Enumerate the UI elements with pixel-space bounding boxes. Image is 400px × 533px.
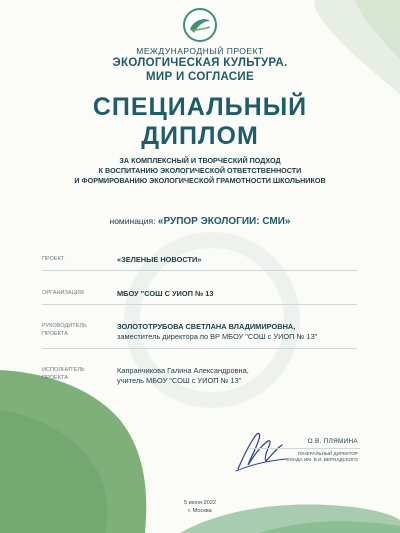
signatory bbox=[228, 438, 358, 463]
divider bbox=[42, 304, 357, 305]
field-executor-position: учитель МБОУ "СОШ с УИОП № 13" bbox=[117, 376, 242, 385]
issue-city: г. Москва bbox=[188, 508, 212, 514]
issue-date-place bbox=[160, 499, 240, 515]
divider bbox=[42, 270, 357, 271]
nomination bbox=[0, 216, 400, 227]
field-leader-label: РУКОВОДИТЕЛЬ ПРОЕКТА bbox=[42, 323, 87, 337]
field-executor-name: Капранчикова Галина Александровна, bbox=[117, 366, 249, 375]
eco-logo-icon bbox=[182, 7, 218, 43]
diploma-description: ЗА КОМПЛЕКСНЫЙ И ТВОРЧЕСКИЙ ПОДХОД К ВОСПИТАНИЮ ЭКОЛОГИЧЕСКОЙ ОТВЕТСТВЕННОСТИ И ФОРМИРОВАНИЮ ЭКОЛОГИЧЕСКОЙ ГРАМОТНОСТИ ШКОЛЬНИКОВ bbox=[74, 156, 326, 185]
field-leader-position: заместитель директора по ВР МБОУ "СОШ с УИОП № 13" bbox=[117, 332, 318, 341]
field-leader-name: ЗОЛОТОТРУБОВА СВЕТЛАНА ВЛАДИМИРОВНА, bbox=[117, 322, 296, 331]
project-label: МЕЖДУНАРОДНЫЙ ПРОЕКТ bbox=[136, 46, 264, 56]
field-executor-label: ИСПОЛНИТЕЛЬ ПРОЕКТА bbox=[42, 367, 85, 381]
signatory-role: ГЕНЕРАЛЬНЫЙ ДИРЕКТОР ФОНДА ИМ. В.И. ВЕРНАДСКОГО bbox=[286, 451, 358, 463]
nomination-label: номинация: bbox=[109, 216, 156, 226]
signatory-name: О.В. ПЛЯМИНА bbox=[307, 438, 358, 445]
field-project-label: ПРОЕКТ bbox=[42, 256, 65, 262]
field-organization-label: ОРГАНИЗАЦИЯ bbox=[42, 290, 84, 296]
nomination-value: «РУПОР ЭКОЛОГИИ: СМИ» bbox=[157, 216, 291, 227]
issue-date: 5 июня 2022 bbox=[183, 500, 217, 506]
diploma-title: СПЕЦИАЛЬНЫЙ ДИПЛОМ bbox=[92, 93, 308, 150]
project-title: ЭКОЛОГИЧЕСКАЯ КУЛЬТУРА. МИР И СОГЛАСИЕ bbox=[112, 57, 288, 83]
field-project-value: «ЗЕЛЕНЫЕ НОВОСТИ» bbox=[117, 255, 202, 264]
field-organization-value: МБОУ "СОШ С УИОП № 13 bbox=[117, 289, 214, 298]
divider bbox=[42, 348, 357, 349]
